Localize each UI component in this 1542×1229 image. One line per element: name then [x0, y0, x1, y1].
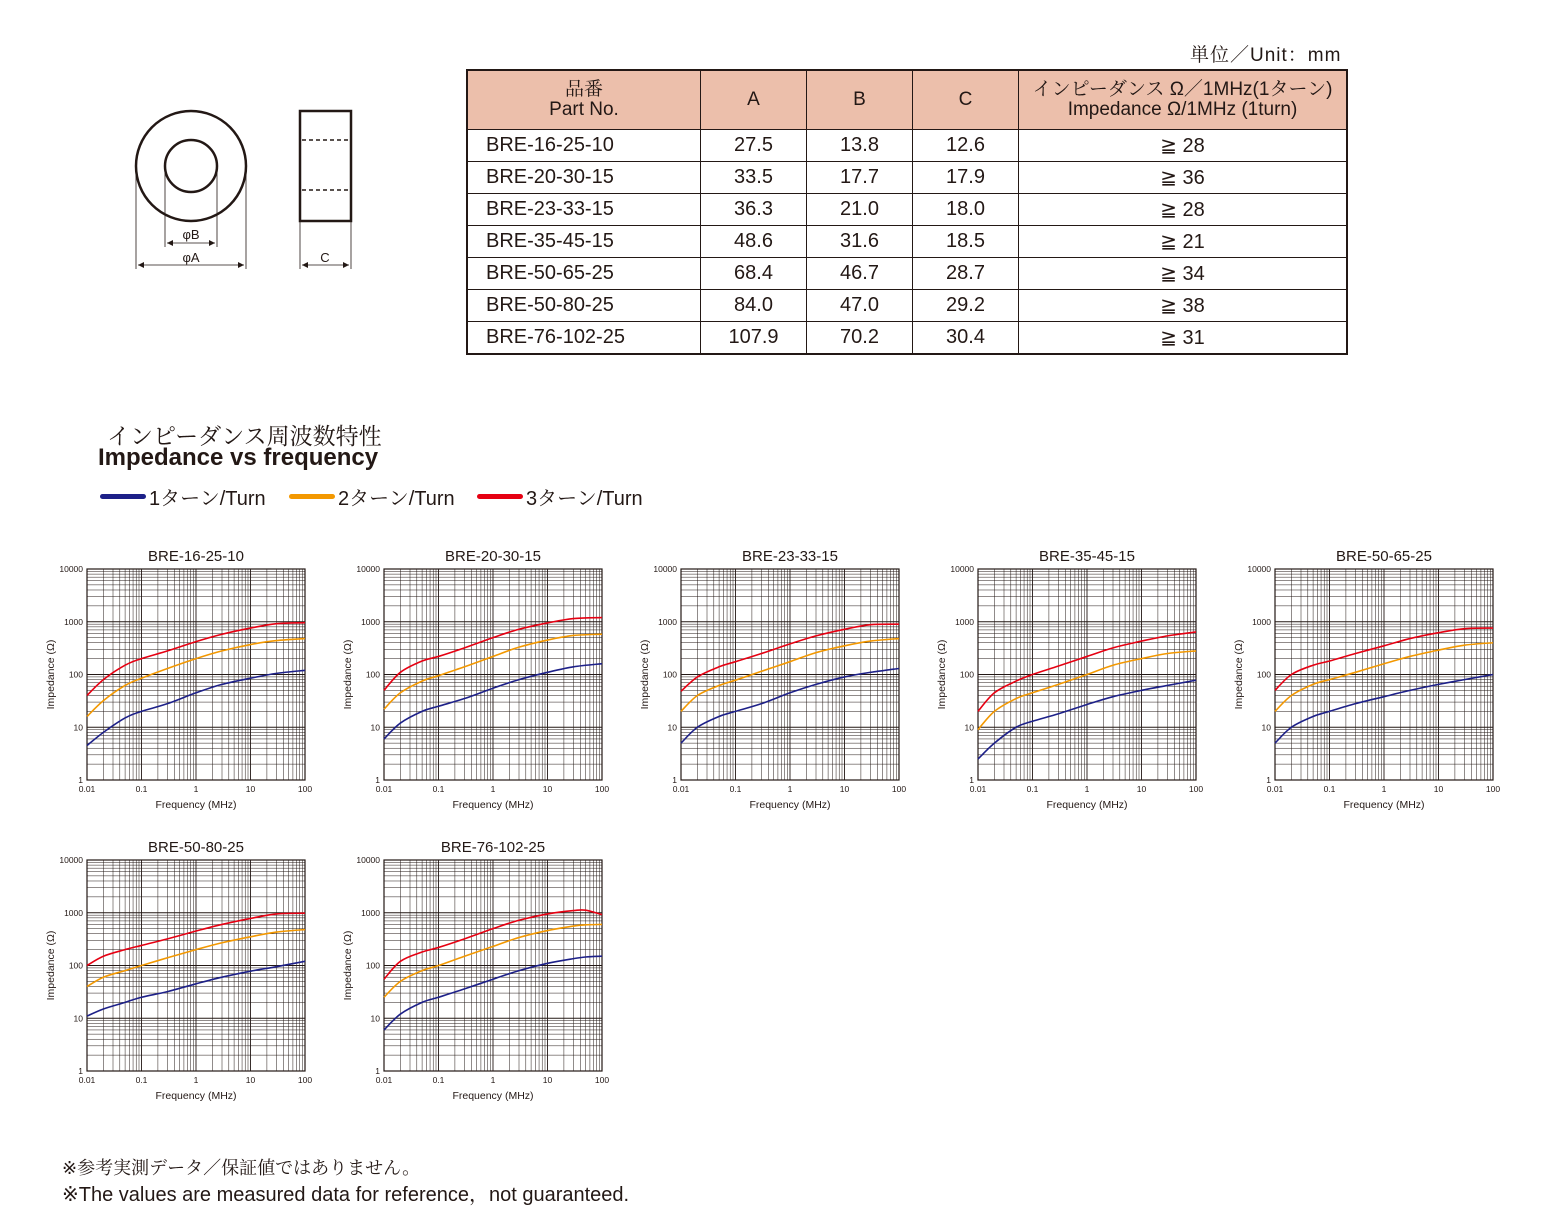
y-tick-label: 100 [68, 669, 83, 680]
x-tick-label: 0.01 [78, 784, 96, 794]
y-tick-label: 1 [672, 775, 677, 785]
cell-part-no: BRE-50-80-25 [467, 290, 701, 322]
y-tick-label: 10 [667, 722, 677, 733]
cell-c: 29.2 [913, 290, 1019, 322]
x-tick-label: 0.01 [375, 784, 393, 794]
chart-title: BRE-20-30-15 [445, 548, 541, 565]
y-tick-label: 100 [365, 669, 380, 680]
cell-part-no: BRE-35-45-15 [467, 226, 701, 258]
y-tick-label: 100 [68, 960, 83, 971]
cell-b: 70.2 [807, 322, 913, 355]
x-tick-label: 10 [245, 784, 256, 794]
x-tick-label: 100 [297, 1075, 313, 1085]
x-tick-label: 10 [542, 784, 553, 794]
cell-impedance: ≧ 34 [1019, 258, 1348, 290]
x-tick-label: 1 [490, 1075, 496, 1085]
core-side-view [300, 111, 351, 221]
core-outer-circle [136, 111, 246, 221]
y-tick-label: 10000 [59, 564, 83, 574]
legend-label: 3ターン/Turn [526, 487, 643, 510]
chart-title: BRE-50-80-25 [148, 839, 244, 856]
y-tick-label: 100 [365, 960, 380, 971]
y-tick-label: 10000 [950, 564, 974, 574]
cell-impedance: ≧ 28 [1019, 194, 1348, 226]
x-tick-label: 1 [1381, 784, 1387, 794]
y-tick-label: 1000 [361, 907, 380, 918]
cell-b: 47.0 [807, 290, 913, 322]
core-inner-circle [165, 140, 217, 192]
header-part-no-en: Part No. [549, 99, 619, 120]
legend-swatch [100, 494, 146, 499]
header-c: C [913, 70, 1019, 130]
y-tick-label: 1 [375, 775, 380, 785]
y-tick-label: 10000 [356, 564, 380, 574]
diagram-label-c: C [320, 250, 330, 265]
y-tick-label: 1000 [658, 616, 677, 627]
legend-item-3-turn [477, 483, 643, 509]
y-axis-label: Impedance (Ω) [936, 639, 948, 710]
spec-table [466, 69, 1348, 355]
y-axis-label: Impedance (Ω) [342, 639, 354, 710]
core-dimension-diagram [120, 95, 370, 285]
chart-title: BRE-50-65-25 [1336, 548, 1432, 565]
y-tick-label: 1 [78, 1066, 83, 1076]
x-axis-label: Frequency (MHz) [452, 799, 534, 811]
header-impedance [1019, 70, 1348, 130]
y-axis-label: Impedance (Ω) [639, 639, 651, 710]
cell-a: 36.3 [701, 194, 807, 226]
impedance-chart [334, 835, 624, 1125]
y-tick-label: 10000 [59, 855, 83, 865]
x-axis-label: Frequency (MHz) [452, 1090, 534, 1102]
cell-b: 31.6 [807, 226, 913, 258]
table-row [467, 290, 1347, 322]
cell-a: 84.0 [701, 290, 807, 322]
legend-swatch [289, 494, 335, 499]
x-tick-label: 1 [193, 784, 199, 794]
x-tick-label: 1 [1084, 784, 1090, 794]
cell-b: 46.7 [807, 258, 913, 290]
table-row [467, 194, 1347, 226]
cell-c: 18.0 [913, 194, 1019, 226]
impedance-chart [1225, 544, 1515, 834]
y-tick-label: 1000 [64, 907, 83, 918]
cell-c: 28.7 [913, 258, 1019, 290]
y-tick-label: 1000 [1252, 616, 1271, 627]
x-tick-label: 100 [1485, 784, 1501, 794]
chart-title: BRE-35-45-15 [1039, 548, 1135, 565]
y-axis-label: Impedance (Ω) [1233, 639, 1245, 710]
note-en: ※The values are measured data for reference，not guaranteed. [62, 1184, 630, 1206]
y-tick-label: 1000 [361, 616, 380, 627]
impedance-chart [334, 544, 624, 834]
cell-part-no: BRE-76-102-25 [467, 322, 701, 355]
x-tick-label: 0.01 [672, 784, 690, 794]
y-tick-label: 100 [1256, 669, 1271, 680]
x-tick-label: 0.01 [1266, 784, 1284, 794]
diagram-label-b: φB [182, 227, 200, 242]
header-part-no-jp: 品番 [564, 79, 603, 100]
x-tick-label: 0.1 [1323, 784, 1336, 794]
x-axis-label: Frequency (MHz) [155, 1090, 237, 1102]
x-tick-label: 100 [594, 784, 610, 794]
y-tick-label: 1 [78, 775, 83, 785]
y-tick-label: 10000 [653, 564, 677, 574]
cell-a: 33.5 [701, 162, 807, 194]
cell-b: 17.7 [807, 162, 913, 194]
cell-a: 27.5 [701, 130, 807, 162]
legend-label: 2ターン/Turn [338, 487, 455, 510]
impedance-chart [37, 835, 327, 1125]
y-tick-label: 1000 [955, 616, 974, 627]
section-title-jp: インピーダンス周波数特性 [107, 423, 382, 449]
x-tick-label: 100 [297, 784, 313, 794]
x-tick-label: 100 [594, 1075, 610, 1085]
x-tick-label: 0.1 [1026, 784, 1039, 794]
header-part-no [467, 70, 701, 130]
cell-c: 18.5 [913, 226, 1019, 258]
x-tick-label: 0.1 [432, 784, 445, 794]
cell-impedance: ≧ 31 [1019, 322, 1348, 355]
x-axis-label: Frequency (MHz) [1343, 799, 1425, 811]
cell-impedance: ≧ 21 [1019, 226, 1348, 258]
header-impedance-jp: インピーダンス Ω／1MHz(1ターン) [1032, 79, 1333, 100]
x-tick-label: 100 [891, 784, 907, 794]
cell-impedance: ≧ 36 [1019, 162, 1348, 194]
cell-a: 68.4 [701, 258, 807, 290]
x-tick-label: 1 [193, 1075, 199, 1085]
legend-swatch [477, 494, 523, 499]
x-tick-label: 1 [490, 784, 496, 794]
y-tick-label: 1 [1266, 775, 1271, 785]
impedance-chart [631, 544, 921, 834]
cell-part-no: BRE-50-65-25 [467, 258, 701, 290]
y-axis-label: Impedance (Ω) [342, 930, 354, 1001]
section-title-en: Impedance vs frequency [98, 444, 379, 471]
cell-b: 21.0 [807, 194, 913, 226]
impedance-chart [928, 544, 1218, 834]
y-tick-label: 1 [375, 1066, 380, 1076]
table-row [467, 130, 1347, 162]
x-axis-label: Frequency (MHz) [155, 799, 237, 811]
x-tick-label: 0.01 [375, 1075, 393, 1085]
x-tick-label: 10 [1136, 784, 1147, 794]
y-tick-label: 1 [969, 775, 974, 785]
impedance-chart [37, 544, 327, 834]
header-b: B [807, 70, 913, 130]
cell-part-no: BRE-23-33-15 [467, 194, 701, 226]
header-impedance-en: Impedance Ω/1MHz (1turn) [1067, 99, 1298, 120]
x-tick-label: 10 [245, 1075, 256, 1085]
legend-label: 1ターン/Turn [149, 487, 266, 510]
y-tick-label: 1000 [64, 616, 83, 627]
x-tick-label: 0.1 [135, 784, 148, 794]
table-row [467, 258, 1347, 290]
legend-item-1-turn [100, 483, 266, 509]
y-tick-label: 10 [1261, 722, 1271, 733]
cell-a: 107.9 [701, 322, 807, 355]
cell-c: 12.6 [913, 130, 1019, 162]
cell-a: 48.6 [701, 226, 807, 258]
cell-impedance: ≧ 38 [1019, 290, 1348, 322]
x-tick-label: 0.1 [729, 784, 742, 794]
x-axis-label: Frequency (MHz) [1046, 799, 1128, 811]
chart-title: BRE-23-33-15 [742, 548, 838, 565]
y-tick-label: 100 [959, 669, 974, 680]
x-tick-label: 1 [787, 784, 793, 794]
table-row [467, 226, 1347, 258]
unit-label: 単位／Unit：mm [1190, 45, 1342, 66]
cell-impedance: ≧ 28 [1019, 130, 1348, 162]
note-jp: ※参考実測データ／保証値ではありません。 [62, 1158, 421, 1178]
x-tick-label: 10 [542, 1075, 553, 1085]
x-tick-label: 0.01 [78, 1075, 96, 1085]
y-axis-label: Impedance (Ω) [45, 930, 57, 1001]
y-tick-label: 10 [73, 1013, 83, 1024]
x-tick-label: 0.1 [432, 1075, 445, 1085]
x-tick-label: 10 [1433, 784, 1444, 794]
y-tick-label: 10 [73, 722, 83, 733]
cell-c: 17.9 [913, 162, 1019, 194]
chart-title: BRE-16-25-10 [148, 548, 244, 565]
x-tick-label: 0.1 [135, 1075, 148, 1085]
x-axis-label: Frequency (MHz) [749, 799, 831, 811]
x-tick-label: 10 [839, 784, 850, 794]
cell-c: 30.4 [913, 322, 1019, 355]
y-tick-label: 10 [370, 1013, 380, 1024]
y-axis-label: Impedance (Ω) [45, 639, 57, 710]
y-tick-label: 10000 [356, 855, 380, 865]
cell-part-no: BRE-20-30-15 [467, 162, 701, 194]
y-tick-label: 10000 [1247, 564, 1271, 574]
table-row [467, 162, 1347, 194]
y-tick-label: 10 [964, 722, 974, 733]
legend-item-2-turn [289, 483, 455, 509]
table-header-row [467, 70, 1347, 130]
header-a: A [701, 70, 807, 130]
y-tick-label: 10 [370, 722, 380, 733]
cell-part-no: BRE-16-25-10 [467, 130, 701, 162]
y-tick-label: 100 [662, 669, 677, 680]
x-tick-label: 0.01 [969, 784, 987, 794]
table-row [467, 322, 1347, 355]
cell-b: 13.8 [807, 130, 913, 162]
x-tick-label: 100 [1188, 784, 1204, 794]
chart-title: BRE-76-102-25 [440, 839, 546, 856]
diagram-label-a: φA [182, 250, 200, 265]
